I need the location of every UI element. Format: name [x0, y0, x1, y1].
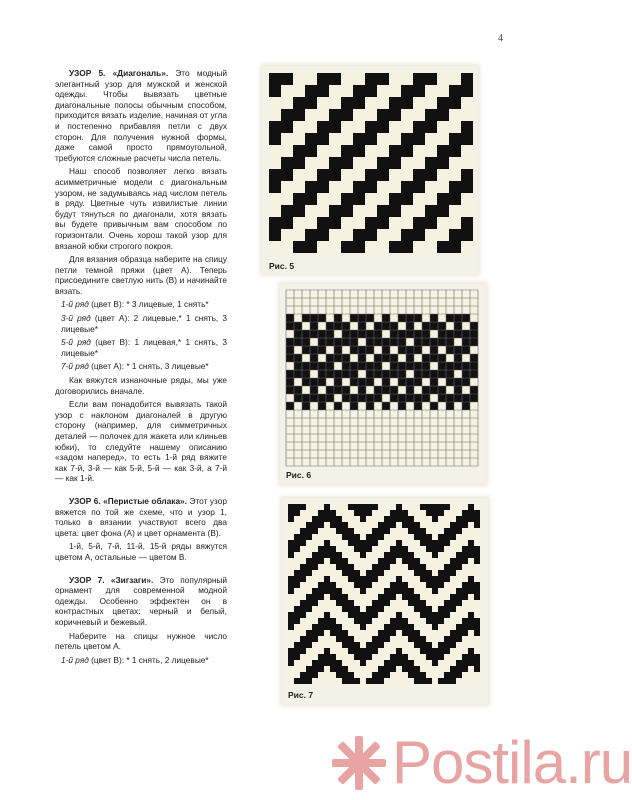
section6-intro: УЗОР 6. «Перистые облака». Этот узор вяжется по той же схеме, что и узор 1, только в вязании участвуют всего два цвета: цвет фона (А) и цвет орнамента (В). [55, 495, 227, 538]
section7-para2: Наберите на спицы нужное число петель цветом А. [55, 630, 227, 652]
section5-title: УЗОР 5. «Диагональ». [69, 68, 169, 78]
diagonal-pattern-chart [269, 73, 471, 253]
section5-row3: 3-й ряд (цвет А): 2 лицевые,* 1 снять, 3 лицевые* [61, 313, 227, 334]
postila-watermark [330, 722, 632, 800]
section5-row7: 7-й ряд (цвет А): * 1 снять, 3 лицевые* [61, 361, 209, 372]
page-number: 4 [498, 33, 503, 44]
section5-para2: Наш способ позволяет легко вязать асимметричные модели с диагональным узором, не задумываясь над числом петель в ряду. Цветные чуть извилистые линии будут тянуться по диагонали, хотя вязать вы будете привычным вам способом по горизонтали. Очень хорош такой узор для вязаной юбки строгого покроя. [55, 166, 227, 251]
section6-para2: 1-й, 5-й, 7-й, 11-й, 15-й ряды вяжутся цветом А, остальные — цветом В. [55, 541, 227, 562]
section5-row5: 5-й ряд (цвет В): 1 лицевая,* 1 снять, 3 лицевые* [61, 337, 227, 358]
section5-para5: Если вам понадобится вывязать такой узор с наклоном диагоналей в другую сторону (например, для симметричных деталей — полочек для жакета или клиньев юбки), то следуйте нашему описанию «задом наперед», то есть 1-й ряд вяжите как 7-й, 3-й — как 5-й, 5-й — как 3-й, а 7-й — как 1-й. [55, 399, 227, 484]
section5-para4: Как вяжутся изнаночные ряды, мы уже договорились вначале. [55, 375, 227, 396]
postila-logo-icon [330, 734, 388, 792]
section5-row1: 1-й ряд (цвет В): * 3 лицевые, 1 снять* [61, 299, 209, 310]
section7-intro: УЗОР 7. «Зигзаги». Это популярный орнамент для современной модной одежды. Особенно эффектен он в контрастных цветах: черный и белый, коричневый и бежевый. [55, 574, 227, 627]
section7-title: УЗОР 7. «Зигзаги». [69, 574, 154, 585]
article-text [55, 68, 227, 668]
cirrus-clouds-pattern-chart [286, 290, 480, 466]
figure-5-caption: Рис. 5 [269, 261, 295, 271]
zigzag-pattern-chart [288, 504, 482, 686]
section7-row1: 1-й ряд (цвет В): * 1 снять, 2 лицевые* [61, 654, 209, 665]
section6-title: УЗОР 6. «Перистые облака». [69, 495, 187, 506]
figure-6-caption: Рис. 6 [286, 470, 312, 480]
figure-5 [262, 66, 478, 274]
section5-para3: Для вязания образца наберите на спицу петли темной пряжи (цвет А). Теперь присоедините светлую нить (В) и начинайте вязать. [55, 254, 227, 296]
figure-7 [282, 498, 488, 704]
watermark-text: Postila.ru [392, 729, 632, 796]
figure-6 [280, 284, 486, 484]
figure-7-caption: Рис. 7 [288, 690, 314, 700]
section5-intro: УЗОР 5. «Диагональ». Это модный элегантный узор для мужской и женской одежды. Чтобы вывязать цветные диагональные полосы обычным способом, приходится вязать изделие, начиная от угла и постепенно прибавляя петли с двух сторон. Для получения нужной формы, даже самой просто прямоугольной, требуются сложные расчеты числа петель. [55, 68, 227, 163]
